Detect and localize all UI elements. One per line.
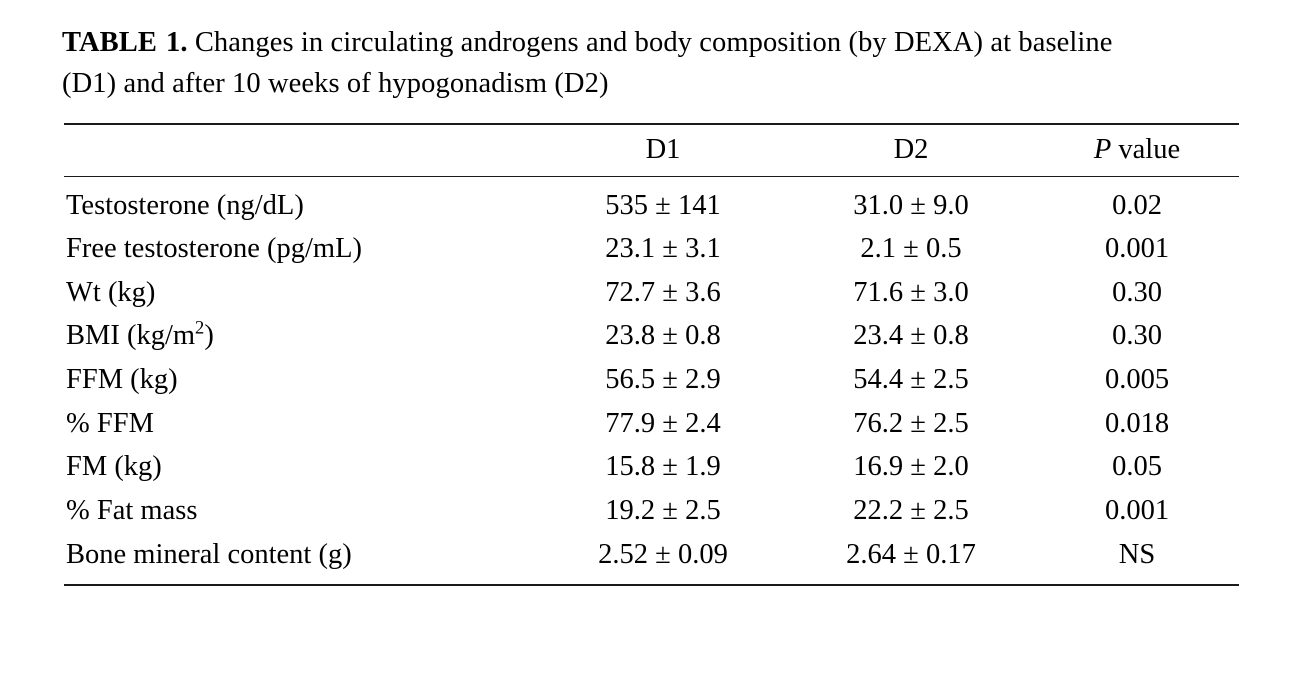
row-d2: 71.6 ± 3.0 (853, 276, 969, 308)
header-measure (64, 125, 539, 177)
row-d1: 56.5 ± 2.9 (605, 364, 721, 396)
header-p-rest: value (1111, 133, 1181, 165)
table-row (64, 358, 1239, 402)
row-p: 0.02 (1112, 189, 1162, 221)
row-d1: 2.52 ± 0.09 (598, 538, 728, 570)
row-d1: 15.8 ± 1.9 (605, 451, 721, 483)
row-p: 0.001 (1104, 233, 1170, 265)
row-d1: 23.8 ± 0.8 (605, 320, 721, 352)
row-d1: 19.2 ± 2.5 (605, 494, 721, 526)
table-label (62, 27, 188, 58)
row-label: % FFM (66, 407, 154, 439)
row-d2: 76.2 ± 2.5 (853, 407, 969, 439)
row-p: 0.005 (1104, 364, 1170, 396)
row-p: 0.30 (1112, 320, 1162, 352)
row-d1: 72.7 ± 3.6 (605, 276, 721, 308)
table-body (64, 177, 1239, 585)
table-label-word: TABLE (62, 27, 158, 58)
row-label: Free testosterone (pg/mL) (66, 233, 362, 265)
row-d1: 77.9 ± 2.4 (605, 407, 721, 439)
row-d2: 31.0 ± 9.0 (853, 189, 969, 221)
table-row (64, 445, 1239, 489)
row-label (64, 314, 539, 358)
row-p: 0.001 (1104, 494, 1170, 526)
row-p: 0.05 (1112, 451, 1162, 483)
row-p: 0.018 (1104, 407, 1170, 439)
table-header (64, 124, 1239, 177)
header-d2: D2 (893, 133, 929, 165)
row-d2: 2.1 ± 0.5 (860, 233, 962, 265)
table-row (64, 227, 1239, 271)
table-caption (62, 22, 1162, 105)
row-label: % Fat mass (66, 494, 198, 526)
table-number: 1. (166, 27, 188, 58)
row-d2: 22.2 ± 2.5 (853, 494, 969, 526)
row-label: FM (kg) (66, 451, 162, 483)
row-label: Wt (kg) (66, 276, 156, 308)
table-row (64, 402, 1239, 446)
row-label: FFM (kg) (66, 364, 178, 396)
row-p: 0.30 (1112, 276, 1162, 308)
header-row (64, 125, 1239, 177)
row-d2: 16.9 ± 2.0 (853, 451, 969, 483)
row-d2: 2.64 ± 0.17 (846, 538, 976, 570)
row-label: Bone mineral content (g) (66, 538, 352, 570)
data-table (64, 123, 1239, 586)
header-p-italic: P (1093, 133, 1112, 165)
table-row (64, 271, 1239, 315)
table-row (64, 489, 1239, 533)
rule-bottom (64, 585, 1239, 586)
header-p-value (1035, 125, 1239, 177)
table-caption-text: Changes in circulating androgens and body composition (by DEXA) at baseline (D1) and after 10 weeks of hypogonadism (D2) (62, 27, 1113, 100)
row-label: Testosterone (ng/dL) (66, 189, 304, 221)
row-label-base: BMI (kg/m (66, 320, 196, 352)
row-d1: 23.1 ± 3.1 (605, 233, 721, 265)
table-footer (64, 585, 1239, 586)
table-row (64, 533, 1239, 586)
table-row (64, 177, 1239, 228)
row-d2: 23.4 ± 0.8 (853, 320, 969, 352)
header-d1: D1 (645, 133, 681, 165)
row-label-tail: ) (204, 320, 214, 352)
row-label-superscript: 2 (195, 317, 205, 339)
row-d1: 535 ± 141 (605, 189, 721, 221)
row-d2: 54.4 ± 2.5 (853, 364, 969, 396)
table-row (64, 314, 1239, 358)
row-p: NS (1118, 538, 1156, 570)
